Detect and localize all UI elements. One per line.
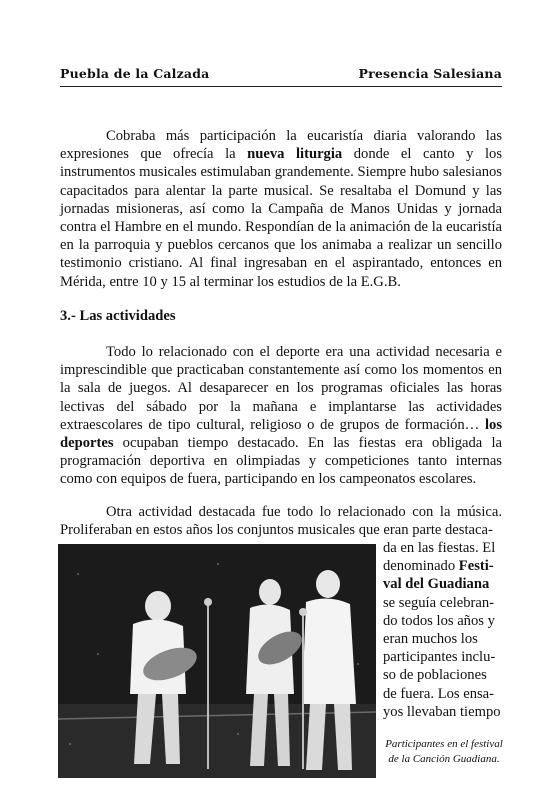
section-heading: 3.- Las actividades	[60, 308, 176, 324]
paragraph-sports	[60, 343, 502, 489]
bold-los-deportes: los deportes	[60, 416, 502, 452]
photo-caption: Participantes en el festival de la Canción Guadiana.	[385, 738, 503, 765]
paragraph-liturgy	[60, 127, 502, 291]
paragraph-music-intro	[60, 503, 502, 539]
bold-festival-name: val del Guadiana	[383, 576, 490, 593]
para2-text-a: Todo lo relacionado con el deporte era una actividad necesaria e imprescindible que practicaban constantemente así como los momentos en la sala de juegos. Al desaparecer en los programas oficiales las horas lectivas del sábado por la mañana e implantarse las actividades extraescolares de tipo cultural, religioso o de grupos de formación…	[60, 344, 502, 433]
header-left-title: Puebla de la Calzada	[60, 66, 210, 81]
running-header	[60, 66, 502, 81]
wrap-line-text: denominado	[383, 558, 459, 575]
wrap-line	[383, 557, 502, 575]
header-rule	[60, 86, 502, 87]
para1-text-a: Cobraba más participación la eucaristía diaria valorando las expresiones que ofrecía la	[60, 128, 502, 163]
bold-festival-fragment: Festi-	[458, 558, 494, 575]
paragraph-music-wrap-column	[383, 539, 502, 721]
wrap-line: yos llevaban tiempo	[383, 703, 501, 720]
wrap-line: participantes inclu-	[383, 649, 496, 666]
para2-text-b: ocupaban tiempo destacado. En las fiestas era obligada la programación deportiva en olimpiadas y competiciones tanto internas como con equipos de fuera, participando en los campeonatos escolares.	[60, 435, 502, 488]
para1-text-b: donde el canto y los instrumentos musicales estimulaban grandemente. Siempre hubo salesianos capacitados para alentar la parte musical. Se resaltaba el Domund y las jornadas misioneras, así como la Campaña de Manos Unidas y jornada contra el Hambre en el mundo. Respondían de la animación de la eucaristía en la parroquia y pueblos cercanos que los animaba a realizar un sencillo testimonio cristiano. Al final ingresaban en el aspirantado, entonces en Mérida, entre 10 y 15 al terminar los estudios de la E.G.B.	[60, 146, 503, 290]
wrap-line-bold	[383, 575, 502, 593]
wrap-line: eran muchos los	[383, 631, 478, 648]
header-right-title: Presencia Salesiana	[358, 66, 502, 81]
festival-photo-image	[58, 544, 376, 778]
festival-photo	[58, 544, 376, 778]
wrap-line: da en las fiestas. El	[383, 540, 496, 556]
wrap-line: se seguía celebran-	[383, 594, 495, 611]
wrap-line: de fuera. Los ensa-	[383, 685, 495, 702]
wrap-line: so de poblaciones	[383, 667, 487, 684]
wrap-line: do todos los años y	[383, 612, 495, 629]
bold-nueva-liturgia: nueva liturgia	[247, 146, 343, 163]
para3-text: Otra actividad destacada fue todo lo relacionado con la música. Proliferaban en estos años los conjuntos musicales que eran parte destaca-	[60, 504, 502, 539]
